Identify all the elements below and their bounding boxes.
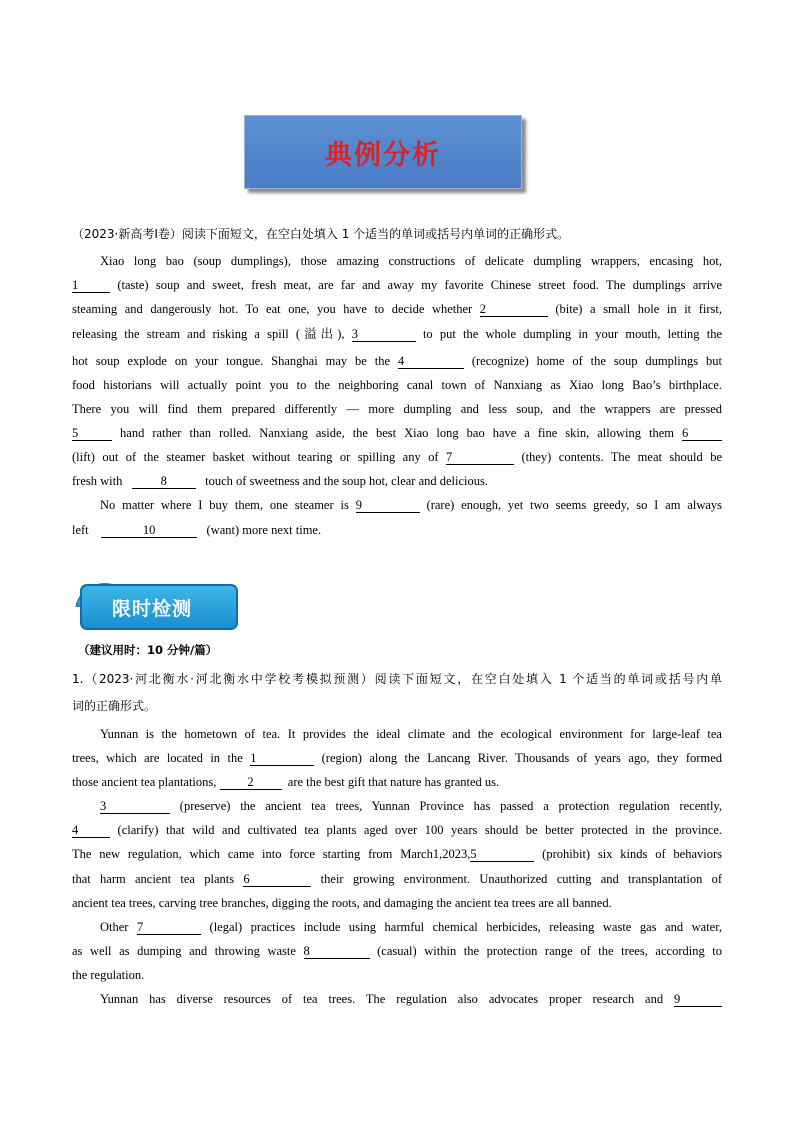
answer-blank: 7: [137, 921, 201, 935]
answer-blank: 3: [100, 800, 170, 814]
answer-blank: 8: [132, 475, 196, 489]
passage-line: releasing the stream and risking a spill (溢出), 3 to put the whole dumpling in your mouth, letting the: [72, 327, 723, 341]
answer-blank: 6: [243, 873, 311, 887]
passage-line: Yunnan is the hometown of tea. It provides the ideal climate and the ecological environment for large-leaf tea: [100, 727, 722, 741]
time-hint: （建议用时：10 分钟/篇）: [78, 643, 218, 657]
answer-blank: 5: [72, 427, 112, 441]
answer-blank: 6: [682, 427, 722, 441]
passage-line: (lift) out of the steamer basket without tearing or spilling any of 7 (they) contents. The meat should be: [72, 450, 723, 464]
section-badge: [72, 578, 236, 630]
passage-line: Yunnan has diverse resources of tea trees. The regulation also advocates proper research and 9: [72, 991, 722, 1007]
passage-line: Xiao long bao (soup dumplings), those amazing constructions of delicate dumpling wrappers, encasing hot,: [100, 254, 722, 268]
answer-blank: 7: [446, 451, 514, 465]
answer-blank: 3: [352, 328, 416, 342]
passage-line: 4 (clarify) that wild and cultivated tea plants aged over 100 years should be better protected in the province.: [72, 823, 723, 837]
example-instruction: （2023·新高考Ⅰ卷）阅读下面短文，在空白处填入 1 个适当的单词或括号内单词的正确形式。: [72, 227, 570, 241]
passage-line: fresh with 8 touch of sweetness and the soup hot, clear and delicious.: [72, 474, 489, 488]
passage-line: ancient tea trees, carving tree branches, digging the roots, and damaging the ancient tea trees are all banned.: [72, 896, 612, 910]
exercise-instruction: 词的正确形式。: [72, 699, 157, 713]
answer-blank: 2: [480, 303, 548, 317]
passage-line: food historians will actually point you to the neighboring canal town of Nanxiang as Xiao long Bao’s birthplace.: [72, 378, 722, 392]
exercise-instruction: 1.（2023·河北衡水·河北衡水中学校考模拟预测）阅读下面短文，在空白处填入 1 个适当的单词或括号内单: [72, 672, 722, 686]
answer-blank: 4: [398, 355, 464, 369]
passage-line: 1 (taste) soup and sweet, fresh meat, are far and away my favorite Chinese street food. The dumplings arrive: [72, 278, 723, 292]
passage-line: those ancient tea plantations, 2 are the best gift that nature has granted us.: [72, 775, 500, 789]
passage-line: The new regulation, which came into force starting from March1,2023,5 (prohibit) six kinds of behaviors: [72, 847, 723, 861]
passage-line: as well as dumping and throwing waste 8 (casual) within the protection range of the trees, according to: [72, 944, 723, 958]
passage-line: 5 hand rather than rolled. Nanxiang aside, the best Xiao long bao have a fine skin, allowing them 6: [72, 425, 722, 441]
section-banner: [244, 115, 522, 189]
answer-blank: 4: [72, 824, 110, 838]
answer-blank: 5: [470, 848, 534, 862]
passage-line: trees, which are located in the 1 (region) along the Lancang River. Thousands of years ago, they formed: [72, 751, 722, 765]
passage-line: Other 7 (legal) practices include using harmful chemical herbicides, releasing waste gas and water,: [100, 920, 723, 934]
answer-blank: 9: [356, 499, 420, 513]
passage-line: hot soup explode on your tongue. Shanghai may be the 4 (recognize) home of the soup dumplings but: [72, 354, 723, 368]
passage-line: that harm ancient tea plants 6 their growing environment. Unauthorized cutting and transplantation of: [72, 872, 723, 886]
answer-blank: 8: [304, 945, 370, 959]
banner-title: 典例分析: [325, 139, 441, 171]
passage-line: No matter where I buy them, one steamer is 9 (rare) enough, yet two seems greedy, so I am always: [100, 498, 723, 512]
passage-line: There you will find them prepared differently — more dumpling and less soup, and the wrappers are pressed: [72, 402, 722, 416]
answer-blank: 1: [72, 279, 110, 293]
passage-line: 3 (preserve) the ancient tea trees, Yunnan Province has passed a protection regulation recently,: [100, 799, 722, 813]
passage-line: left 10 (want) more next time.: [72, 523, 322, 537]
passage-line: the regulation.: [72, 968, 145, 982]
answer-blank: 1: [250, 752, 314, 766]
passage-line: steaming and dangerously hot. To eat one, you have to decide whether 2 (bite) a small hole in it first,: [72, 302, 722, 316]
answer-blank: 10: [101, 524, 197, 538]
badge-label: 限时检测: [112, 598, 193, 620]
answer-blank: 2: [220, 776, 282, 790]
answer-blank: 9: [674, 993, 722, 1007]
